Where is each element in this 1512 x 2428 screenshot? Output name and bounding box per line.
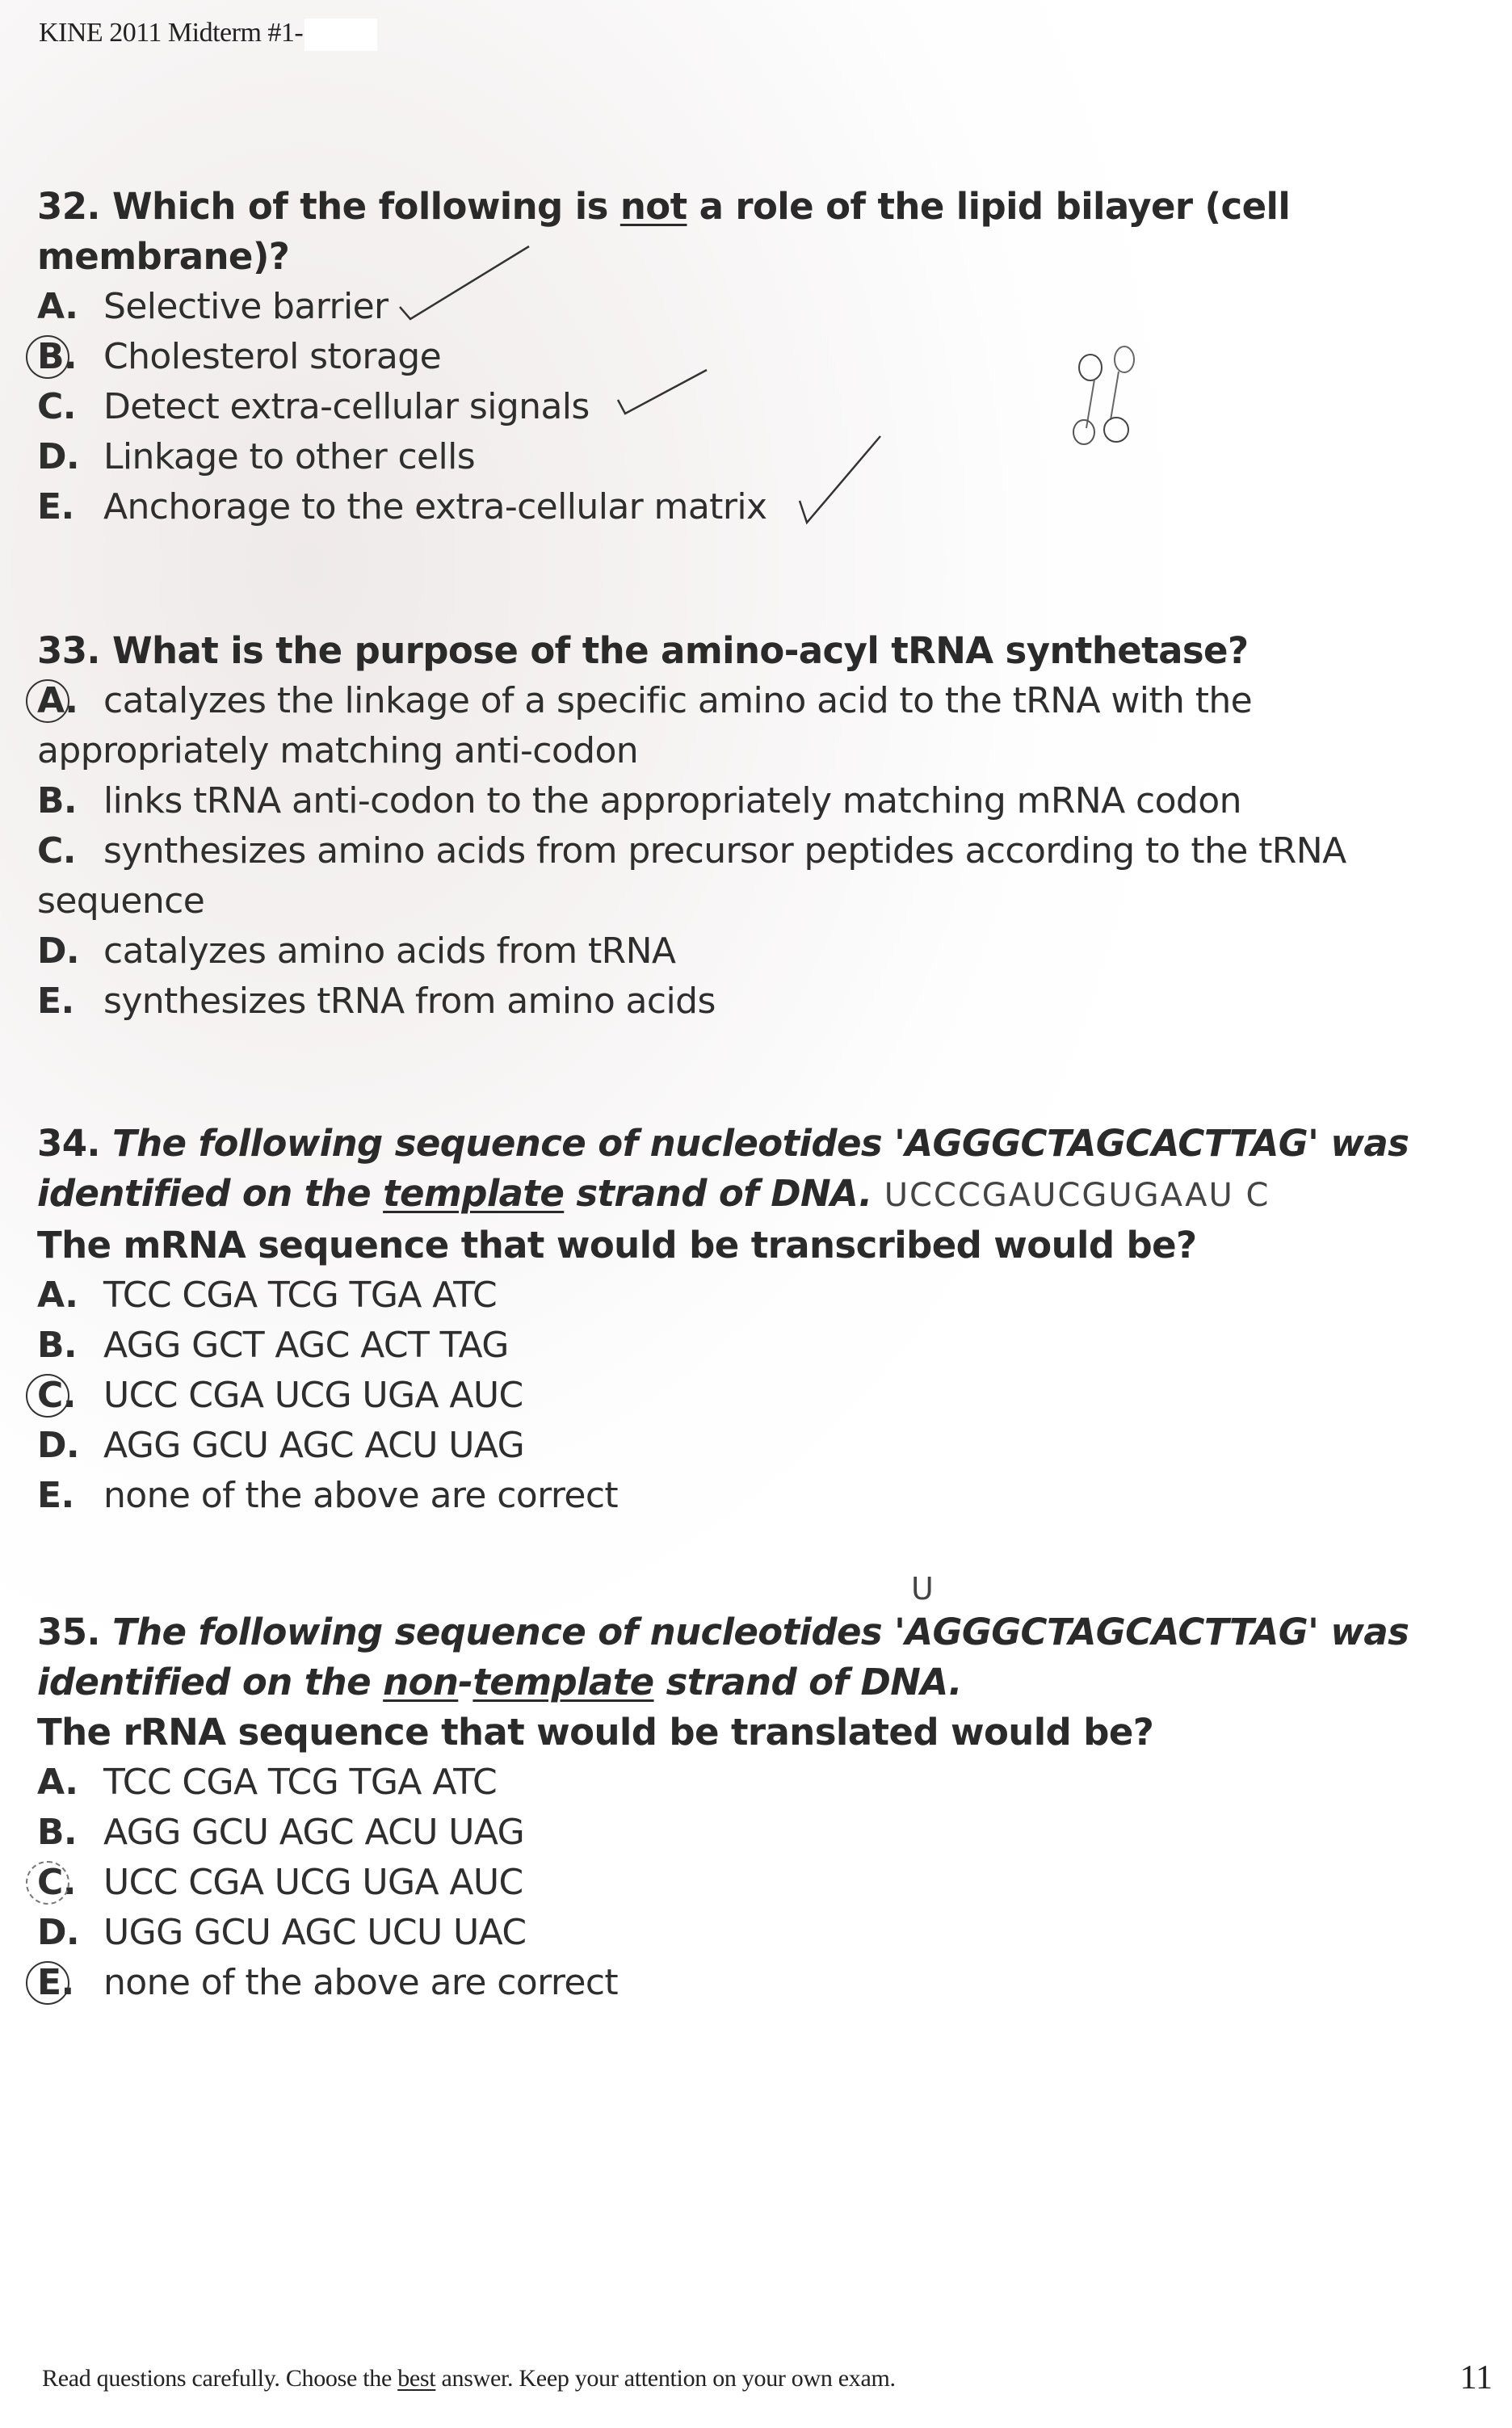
check-mark-icon xyxy=(614,363,711,420)
option-a[interactable]: A. TCC CGA TCG TGA ATC xyxy=(37,1762,498,1803)
question-32 xyxy=(37,182,1475,532)
question-stem: 32. Which of the following is not a role of the lipid bilayer (cell membrane)? xyxy=(37,185,1291,278)
emphasis-template: template xyxy=(472,1661,654,1703)
option-b[interactable]: B. links tRNA anti-codon to the appropriately matching mRNA codon xyxy=(37,780,1241,821)
option-d[interactable]: D. UGG GCU AGC UCU UAC xyxy=(37,1912,527,1953)
option-d[interactable]: D. AGG GCU AGC ACU UAG xyxy=(37,1425,525,1466)
check-mark-icon xyxy=(796,432,884,529)
emphasis-non: non xyxy=(383,1661,459,1703)
option-e[interactable]: E. none of the above are correct xyxy=(37,1958,1475,2008)
faint-circle-mark xyxy=(26,1861,69,1905)
handwritten-sequence: UCCCGAUCGUGAAU C xyxy=(884,1177,1270,1214)
question-33 xyxy=(37,626,1475,1027)
emphasis-template: template xyxy=(383,1172,565,1215)
emphasis-not: not xyxy=(620,185,687,228)
answer-circle-mark xyxy=(26,1374,69,1418)
option-d[interactable]: D. Linkage to other cells xyxy=(37,436,476,477)
question-34 xyxy=(37,1119,1475,1521)
handwritten-u-mark: U xyxy=(911,1571,935,1607)
redacted-box xyxy=(304,19,377,51)
option-b[interactable]: B. AGG GCU AGC ACU UAG xyxy=(37,1812,525,1853)
question-stem: 35. The following sequence of nucleotides 'AGGGCTAGCACTTAG' was identified on the non-template strand of DNA. The rRNA sequence that would be translated would be? xyxy=(37,1611,1409,1754)
emphasis-best: best xyxy=(397,2365,436,2392)
option-c[interactable]: C. UCC CGA UCG UGA AUC xyxy=(37,1858,1475,1908)
check-mark-icon xyxy=(396,242,533,323)
page-number: 11 xyxy=(1460,2359,1493,2396)
option-e[interactable]: E. none of the above are correct xyxy=(37,1475,619,1516)
handwritten-88-icon xyxy=(1066,339,1147,452)
option-b[interactable]: B. Cholesterol storage xyxy=(37,332,1475,382)
option-d[interactable]: D. catalyzes amino acids from tRNA xyxy=(37,930,676,972)
question-35 xyxy=(37,1607,1475,2008)
option-a[interactable]: A. Selective barrier xyxy=(37,286,388,327)
option-e[interactable]: E. Anchorage to the extra-cellular matrix xyxy=(37,486,767,527)
option-b[interactable]: B. AGG GCT AGC ACT TAG xyxy=(37,1325,509,1366)
question-stem: 33. What is the purpose of the amino-acyl tRNA synthetase? xyxy=(37,629,1249,672)
option-a[interactable]: A. catalyzes the linkage of a specific amino acid to the tRNA with the appropriately matching anti-codon xyxy=(0,676,1475,776)
footer-instructions: Read questions carefully. Choose the best answer. Keep your attention on your own exam. xyxy=(42,2365,896,2392)
exam-header xyxy=(39,18,377,51)
question-stem: 34. The following sequence of nucleotides 'AGGGCTAGCACTTAG' was identified on the template strand of DNA. UCCCGAUCGUGAAU C The mRNA sequence that would be transcribed would be? xyxy=(37,1122,1409,1267)
option-c[interactable]: C. Detect extra-cellular signals xyxy=(37,386,590,427)
option-c[interactable]: C. synthesizes amino acids from precursor peptides according to the tRNA sequence xyxy=(37,830,1346,922)
answer-circle-mark xyxy=(26,335,69,379)
option-c[interactable]: C. UCC CGA UCG UGA AUC xyxy=(37,1371,1475,1421)
handwritten-score xyxy=(1066,339,1147,456)
answer-circle-mark xyxy=(26,679,69,723)
exam-title: KINE 2011 Midterm #1- xyxy=(39,18,304,48)
option-a[interactable]: A. TCC CGA TCG TGA ATC xyxy=(37,1275,498,1316)
answer-circle-mark xyxy=(26,1961,69,2005)
option-e[interactable]: E. synthesizes tRNA from amino acids xyxy=(37,981,716,1022)
